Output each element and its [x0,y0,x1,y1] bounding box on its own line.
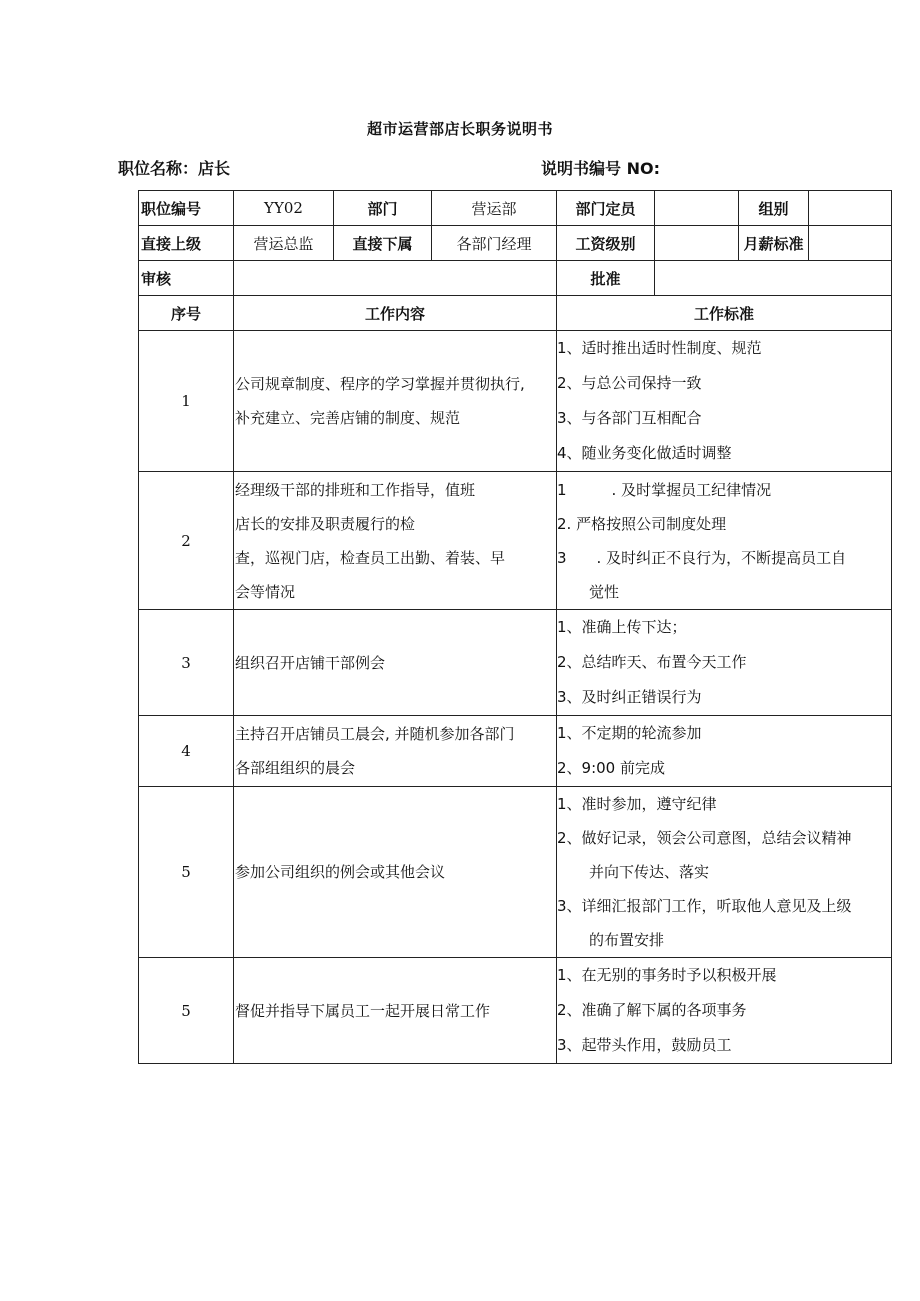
duty-number: 4 [139,716,234,787]
dept-quota-label: 部门定员 [557,191,655,226]
dept-value: 营运部 [432,191,557,226]
job-code-label: 职位编号 [139,191,234,226]
duty-standard-item: 3 . 及时纠正不良行为，不断提高员工自 [557,548,847,567]
duty-content-line: 会等情况 [235,582,296,601]
duty-standard-continuation: 并向下传达、落实 [589,863,710,881]
duty-standard-item: 3、及时纠正错误行为 [557,688,702,706]
duty-standards [557,472,892,610]
header-row-1 [139,191,892,226]
review-value [234,261,557,296]
duty-content [234,331,557,472]
duty-standard-item: 2、做好记录，领会公司意图，总结会议精神 [557,829,852,847]
standard-column-header: 工作标准 [557,296,892,331]
duty-number: 3 [139,610,234,716]
duty-content [234,787,557,958]
duty-number: 5 [139,787,234,958]
doc-number-line: 说明书编号 NO: [541,159,660,178]
duty-row [139,787,892,958]
duty-standard-item: 1、准时参加，遵守纪律 [557,795,717,813]
duty-standard-item: 3、起带头作用，鼓励员工 [557,1036,732,1054]
duty-row [139,716,892,787]
duty-content-line: 查，巡视门店，检查员工出勤、着装、早 [235,548,506,567]
duty-content-line: 补充建立、完善店铺的制度、规范 [235,409,461,427]
duty-standard-item: 1、准确上传下达； [557,618,687,636]
duty-standard-item: 1、适时推出适时性制度、规范 [557,339,762,357]
duty-row [139,958,892,1064]
dept-label: 部门 [334,191,432,226]
review-label: 审核 [139,261,234,296]
monthly-salary-label: 月薪标准 [739,226,809,261]
header-row-2 [139,226,892,261]
duty-standards [557,331,892,472]
approve-label: 批准 [557,261,655,296]
duty-standards [557,787,892,958]
duty-standard-continuation: 的布置安排 [589,931,665,949]
duty-content-line: 公司规章制度、程序的学习掌握并贯彻执行, [235,375,525,393]
duty-number: 1 [139,331,234,472]
position-name-line: 职位名称：店长 [118,159,231,178]
subordinate-label: 直接下属 [334,226,432,261]
duty-row [139,610,892,716]
duty-number: 5 [139,958,234,1064]
duty-content [234,472,557,610]
document-title: 超市运营部店长职务说明书 [366,120,553,138]
group-label: 组别 [739,191,809,226]
duty-content-line: 经理级干部的排班和工作指导，值班 [235,480,476,499]
duty-standards [557,716,892,787]
superior-label: 直接上级 [139,226,234,261]
duty-row [139,331,892,472]
duty-standard-item: 4、随业务变化做适时调整 [557,444,732,462]
salary-grade-label: 工资级别 [557,226,655,261]
duty-content-line: 参加公司组织的例会或其他会议 [235,863,446,881]
duty-standard-item: 2、准确了解下属的各项事务 [557,1001,747,1019]
dept-quota-value [655,191,739,226]
duty-content-line: 各部组组织的晨会 [235,759,356,777]
duty-standards [557,958,892,1064]
duty-content-line: 督促并指导下属员工一起开展日常工作 [235,1001,491,1020]
duty-standard-item: 3、详细汇报部门工作，听取他人意见及上级 [557,897,852,915]
duties-header-row [139,296,892,331]
duty-standard-item: 3、与各部门互相配合 [557,409,702,427]
duty-standard-item: 1、不定期的轮流参加 [557,724,702,742]
duty-standard-item: 2. 严格按照公司制度处理 [557,514,727,533]
salary-grade-value [655,226,739,261]
group-value [809,191,892,226]
job-description-table [138,190,892,1064]
duty-number: 2 [139,472,234,610]
duty-content [234,958,557,1064]
duty-content [234,716,557,787]
duty-content-line: 组织召开店铺干部例会 [235,653,386,672]
no-column-header: 序号 [139,296,234,331]
superior-value: 营运总监 [234,226,334,261]
duty-row [139,472,892,610]
duty-content-line: 店长的安排及职责履行的检 [235,514,416,533]
job-code-value: YY02 [234,191,334,226]
duty-standard-item: 2、与总公司保持一致 [557,374,702,392]
duty-standard-item: 2、9:00 前完成 [557,759,665,777]
approve-value [655,261,892,296]
content-column-header: 工作内容 [234,296,557,331]
duty-standard-continuation: 觉性 [589,582,620,601]
duty-content [234,610,557,716]
duty-standard-item: 1、在无别的事务时予以积极开展 [557,966,777,984]
duty-standards [557,610,892,716]
subordinate-value: 各部门经理 [432,226,557,261]
header-row-3 [139,261,892,296]
monthly-salary-value [809,226,892,261]
duty-standard-item: 2、总结昨天、布置今天工作 [557,653,747,671]
duty-content-line: 主持召开店铺员工晨会, 并随机参加各部门 [235,725,515,743]
duty-standard-item: 1 . 及时掌握员工纪律情况 [557,480,772,499]
